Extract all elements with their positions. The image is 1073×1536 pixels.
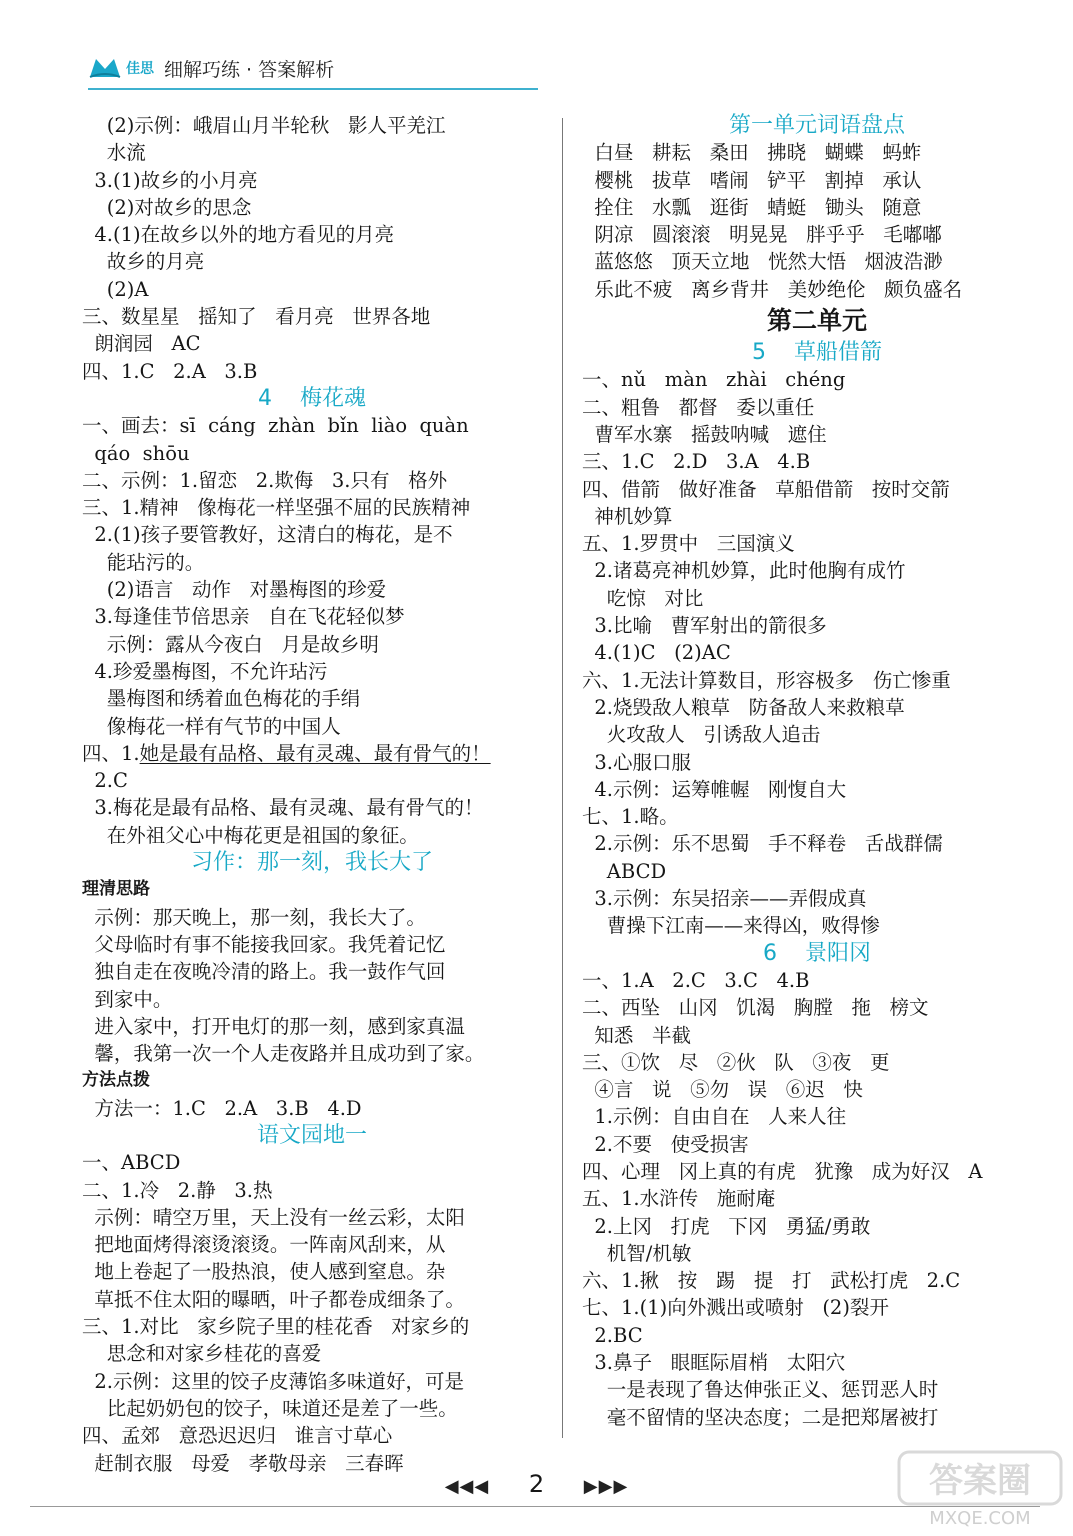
line-text: 在外祖父心中梅花更是祖国的象征。: [82, 823, 419, 847]
line-text: 第二单元: [766, 306, 867, 336]
answer-line: [582, 1376, 1052, 1403]
line-text: 父母临时有事不能接我回家。我凭着记忆: [82, 932, 446, 956]
line-text: 到家中。: [82, 987, 173, 1011]
page-header: [88, 48, 334, 88]
line-text: 3.比喻 曹军射出的箭很多: [582, 614, 827, 638]
line-text: 四、孟郊 意恐迟迟归 谁言寸草心: [82, 1424, 393, 1448]
line-text: 4.珍爱墨梅图，不允许玷污: [82, 659, 328, 683]
answer-line: [82, 549, 542, 576]
answer-line: [582, 394, 1052, 421]
line-text: 四、心理 冈上真的有虎 犹豫 成为好汉 A: [582, 1159, 983, 1183]
line-text: 理清思路: [82, 879, 150, 900]
line-text: 进入家中，打开电灯的那一刻，感到家真温: [82, 1014, 465, 1038]
footer-rule: [30, 1506, 1040, 1507]
line-text: 四、借箭 做好准备 草船借箭 按时交箭: [582, 477, 950, 501]
answer-line: [582, 885, 1052, 912]
answer-line: [582, 421, 1052, 448]
answer-line: [82, 1040, 542, 1067]
answer-line: [582, 1022, 1052, 1049]
brand-name: 佳思: [126, 61, 154, 77]
answer-line: [82, 986, 542, 1013]
line-text: 2.上冈 打虎 下冈 勇猛/勇敢: [582, 1214, 871, 1238]
line-text: 3.示例：东吴招亲——弄假成真: [582, 887, 867, 911]
line-text: 像梅花一样有气节的中国人: [82, 714, 341, 738]
answer-line: [582, 221, 1052, 248]
line-text: 樱桃 拔草 嗜闹 铲平 割掉 承认: [582, 168, 922, 192]
header-rule: [88, 88, 538, 90]
line-text: 蓝悠悠 顶天立地 恍然大悟 烟波浩渺: [582, 250, 943, 274]
line-text: (2)A: [82, 277, 149, 301]
answer-line: [82, 1286, 542, 1313]
answer-line: [82, 1395, 542, 1422]
answer-line: [82, 1177, 542, 1204]
answer-line: [582, 1267, 1052, 1294]
answer-line: [582, 448, 1052, 475]
column-divider: [562, 118, 563, 1438]
underlined-text: 她是最有品格、最有灵魂、最有骨气的！: [139, 741, 491, 765]
line-text: 1.示例：自由自在 人来人往: [582, 1105, 847, 1129]
answer-line: [82, 685, 542, 712]
answer-line: [582, 1076, 1052, 1103]
line-text: 乐此不疲 离乡背井 美妙绝伦 颇负盛名: [582, 277, 963, 301]
line-text: 5 草船借箭: [752, 340, 882, 366]
answer-line: [82, 1258, 542, 1285]
answer-line: [82, 576, 542, 603]
answer-line: [82, 521, 542, 548]
answer-line: [582, 1213, 1052, 1240]
answer-line: [82, 1368, 542, 1395]
answer-line: [582, 667, 1052, 694]
line-text: 思念和对家乡桂花的喜爱: [82, 1342, 322, 1366]
answer-line: [582, 1322, 1052, 1349]
line-text: 三、①饮 尽 ②伙 队 ③夜 更: [582, 1050, 890, 1074]
answer-line: [582, 1103, 1052, 1130]
line-text: 知悉 半截: [582, 1023, 691, 1047]
answer-line: [82, 904, 542, 931]
answer-line: [82, 1204, 542, 1231]
answer-line: [82, 248, 542, 275]
line-text: 二、示例：1.留恋 2.欺侮 3.只有 格外: [82, 468, 448, 492]
answer-line: [582, 803, 1052, 830]
answer-line: [82, 1313, 542, 1340]
answer-line: [582, 639, 1052, 666]
answer-line: [582, 248, 1052, 275]
answer-line: [82, 358, 542, 385]
answer-line: [82, 167, 542, 194]
line-text: 2.示例：乐不思蜀 手不释卷 舌战群儒: [582, 832, 943, 856]
answer-line: [82, 603, 542, 630]
answer-line: [82, 1422, 542, 1449]
line-text: 示例：露从今夜白 月是故乡明: [82, 632, 379, 656]
line-text: 二、1.冷 2.静 3.热: [82, 1178, 273, 1202]
answer-line: [582, 503, 1052, 530]
line-text: 二、粗鲁 都督 委以重任: [582, 395, 815, 419]
line-text: qáo shōu: [82, 441, 190, 465]
line-text: 3.梅花是最有品格、最有灵魂、最有骨气的！: [82, 796, 484, 820]
line-text: 三、1.精神 像梅花一样坚强不屈的民族精神: [82, 496, 471, 520]
answer-line: [582, 1131, 1052, 1158]
answer-line: [582, 585, 1052, 612]
answer-line: [82, 631, 542, 658]
line-text: 3.心服口服: [582, 750, 692, 774]
line-text: 白昼 耕耘 桑田 拂晓 蝴蝶 蚂蚱: [582, 141, 922, 165]
line-text: 2.C: [82, 769, 128, 793]
line-text: 3.(1)故乡的小月亮: [82, 168, 258, 192]
line-text: 独自走在夜晚冷清的路上。我一鼓作气回: [82, 960, 446, 984]
answer-line: [82, 1149, 542, 1176]
line-text: 第一单元词语盘点: [728, 113, 905, 138]
answer-line: [582, 530, 1052, 557]
line-text: 七、1.(1)向外溅出或喷射 (2)裂开: [582, 1296, 889, 1320]
watermark-logo: [895, 1448, 1065, 1530]
line-text: 习作：那一刻，我长大了: [190, 850, 433, 876]
line-text: 语文园地一: [256, 1122, 367, 1148]
answer-line: [582, 1158, 1052, 1185]
line-text: 4.(1)在故乡以外的地方看见的月亮: [82, 223, 395, 247]
answer-line: [582, 830, 1052, 857]
line-text: 曹操下江南——来得凶，败得惨: [582, 914, 880, 938]
answer-line: [582, 167, 1052, 194]
line-text: 比起奶奶包的饺子，味道还是差了一些。: [82, 1396, 458, 1420]
line-text: 一是表现了鲁达伸张正义、惩罚恶人时: [582, 1378, 939, 1402]
line-text: 朗润园 AC: [82, 332, 201, 356]
answer-line: [582, 276, 1052, 303]
line-text: 六、1.无法计算数目，形容极多 伤亡惨重: [582, 668, 951, 692]
line-text: 6 景阳冈: [763, 940, 871, 966]
answer-line: [82, 931, 542, 958]
line-text: 一、ABCD: [82, 1151, 181, 1175]
answer-line: [582, 612, 1052, 639]
line-text: 草抵不住太阳的曝晒，叶子都卷成细条了。: [82, 1287, 465, 1311]
section-title: [82, 1122, 542, 1149]
answer-line: [82, 467, 542, 494]
answer-line: [582, 1049, 1052, 1076]
section-title: [582, 339, 1052, 366]
next-arrows-icon: ▶▶▶: [583, 1476, 629, 1497]
line-text: (2)对故乡的思念: [82, 195, 252, 219]
line-text: 毫不留情的坚决态度；二是把郑屠被打: [582, 1405, 939, 1429]
answer-line: [582, 967, 1052, 994]
line-text: 七、1.略。: [582, 805, 679, 829]
line-text: 四、1.: [82, 741, 140, 765]
answer-line: [82, 822, 542, 849]
answer-line: [582, 694, 1052, 721]
subheading: [82, 1067, 542, 1094]
line-text: 2.诸葛亮神机妙算，此时他胸有成竹: [582, 559, 906, 583]
answer-line: [82, 330, 542, 357]
answer-line: [82, 1340, 542, 1367]
answer-line: [82, 303, 542, 330]
line-text: 一、nǔ màn zhài chéng: [582, 368, 846, 392]
line-text: 阴凉 圆滚滚 明晃晃 胖乎乎 毛嘟嘟: [582, 223, 942, 247]
line-text: 三、数星星 摇知了 看月亮 世界各地: [82, 305, 431, 329]
answer-line: [82, 767, 542, 794]
section-title: [582, 940, 1052, 967]
answer-line: [82, 412, 542, 439]
answer-line: [582, 858, 1052, 885]
line-text: 四、1.C 2.A 3.B: [82, 359, 258, 383]
answer-line: [582, 1349, 1052, 1376]
answer-line: [582, 194, 1052, 221]
answer-line: [582, 139, 1052, 166]
watermark-text: 答案圈: [929, 1461, 1031, 1501]
answer-line: [82, 958, 542, 985]
right-column: [582, 112, 1052, 1431]
left-column: [82, 112, 542, 1477]
line-text: 一、1.A 2.C 3.C 4.B: [582, 968, 810, 992]
answer-line: [582, 1404, 1052, 1431]
line-text: 方法一：1.C 2.A 3.B 4.D: [82, 1096, 362, 1120]
line-text: 五、1.水浒传 施耐庵: [582, 1187, 776, 1211]
line-text: 墨梅图和绣着血色梅花的手绢: [82, 687, 361, 711]
prev-arrows-icon: ◀◀◀: [444, 1476, 490, 1497]
answer-line: [82, 494, 542, 521]
answer-line: [582, 366, 1052, 393]
line-text: 二、西坠 山冈 饥渴 胸膛 拖 榜文: [582, 996, 929, 1020]
line-text: 神机妙算: [582, 504, 673, 528]
answer-line: [582, 557, 1052, 584]
answer-line: [82, 658, 542, 685]
line-text: 五、1.罗贯中 三国演义: [582, 532, 795, 556]
line-text: ④言 说 ⑤勿 误 ⑥迟 快: [582, 1078, 863, 1102]
answer-line: [582, 776, 1052, 803]
line-text: 4.(1)C (2)AC: [582, 641, 731, 665]
answer-line: [82, 194, 542, 221]
line-text: 吃惊 对比: [582, 586, 704, 610]
line-text: 一、画去：sī cáng zhàn bǐn liào quàn: [82, 414, 469, 438]
watermark-url: MXQE.COM: [929, 1508, 1031, 1529]
line-text: 故乡的月亮: [82, 250, 205, 274]
line-text: 六、1.揪 按 踢 提 打 武松打虎 2.C: [582, 1269, 961, 1293]
line-text: 2.烧毁敌人粮草 防备敌人来救粮草: [582, 695, 905, 719]
line-text: ABCD: [582, 859, 667, 883]
line-text: 地上卷起了一股热浪，使人感到窒息。杂: [82, 1260, 446, 1284]
line-text: 馨，我第一次一个人走夜路并且成功到了家。: [82, 1042, 485, 1066]
answer-line: [82, 794, 542, 821]
book-title: 细解巧练 · 答案解析: [164, 58, 335, 81]
answer-line: [582, 912, 1052, 939]
line-text: (2)示例：峨眉山月半轮秋 影人平羌江: [82, 114, 446, 137]
line-text: 3.每逢佳节倍思亲 自在飞花轻似梦: [82, 605, 405, 629]
section-title: [582, 112, 1052, 139]
line-text: 3.鼻子 眼眶际眉梢 太阳穴: [582, 1351, 846, 1375]
section-title: [82, 849, 542, 876]
book-logo-icon: [88, 55, 122, 81]
line-text: 2.BC: [582, 1323, 643, 1347]
line-text: (2)语言 动作 对墨梅图的珍爱: [82, 578, 387, 602]
answer-line: [582, 476, 1052, 503]
answer-line: [582, 1185, 1052, 1212]
line-text: 拴住 水瓢 逛街 蜻蜓 锄头 随意: [582, 195, 922, 219]
page-number: 2: [528, 1470, 545, 1498]
answer-line: [82, 1231, 542, 1258]
line-text: 示例：那天晚上，那一刻，我长大了。: [82, 905, 426, 929]
line-text: 能玷污的。: [82, 550, 205, 574]
answer-line: [82, 740, 542, 767]
answer-line: [582, 1240, 1052, 1267]
line-text: 把地面烤得滚烫滚烫。一阵南风刮来，从: [82, 1233, 446, 1257]
answer-line: [82, 1013, 542, 1040]
answer-line: [82, 276, 542, 303]
line-text: 4 梅花魂: [258, 385, 366, 411]
answer-line: [82, 221, 542, 248]
line-text: 2.(1)孩子要管教好，这清白的梅花，是不: [82, 523, 453, 547]
line-text: 机智/机敏: [582, 1241, 692, 1265]
section-title: [82, 385, 542, 412]
answer-line: [582, 1294, 1052, 1321]
answer-line: [582, 721, 1052, 748]
line-text: 三、1.C 2.D 3.A 4.B: [582, 450, 811, 474]
answer-line: [82, 112, 542, 139]
answer-line: [82, 440, 542, 467]
line-text: 赶制衣服 母爱 孝敬母亲 三春晖: [82, 1451, 404, 1475]
unit-title: [582, 303, 1052, 339]
answer-line: [582, 994, 1052, 1021]
line-text: 方法点拨: [82, 1070, 150, 1091]
line-text: 火攻敌人 引诱敌人追击: [582, 723, 821, 747]
line-text: 2.不要 使受损害: [582, 1132, 749, 1156]
line-text: 曹军水寨 摇鼓呐喊 遮住: [582, 422, 827, 446]
line-text: 三、1.对比 家乡院子里的桂花香 对家乡的: [82, 1315, 470, 1339]
line-text: 2.示例：这里的饺子皮薄馅多味道好，可是: [82, 1369, 465, 1393]
answer-line: [82, 713, 542, 740]
answer-line: [82, 139, 542, 166]
subheading: [82, 876, 542, 903]
line-text: 水流: [82, 141, 146, 165]
answer-line: [582, 749, 1052, 776]
answer-line: [82, 1095, 542, 1122]
line-text: 示例：晴空万里，天上没有一丝云彩，太阳: [82, 1205, 465, 1229]
line-text: 4.示例：运筹帷幄 刚愎自大: [582, 777, 847, 801]
